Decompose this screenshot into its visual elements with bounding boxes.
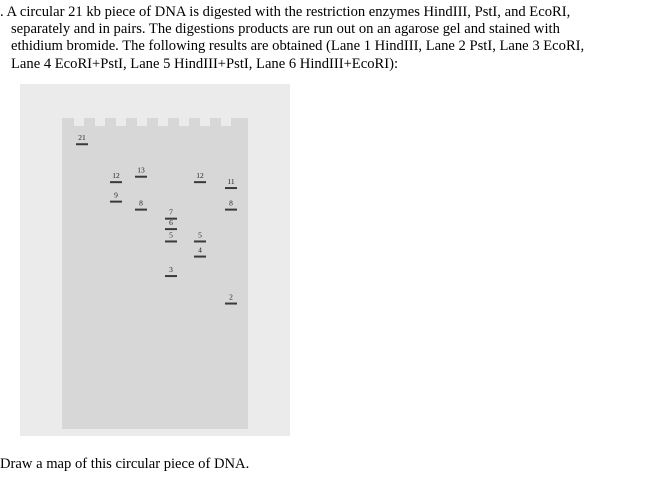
band-size-label: 5 <box>198 230 202 240</box>
gel-band <box>110 181 122 183</box>
gel-band <box>135 176 147 178</box>
gel-band <box>194 240 206 242</box>
band-size-label: 7 <box>169 207 173 217</box>
band-size-label: 21 <box>78 133 86 143</box>
agarose-gel <box>62 118 248 429</box>
gel-band <box>165 240 177 242</box>
band-size-label: 4 <box>198 245 202 255</box>
band-size-label: 12 <box>196 171 204 181</box>
band-size-label: 11 <box>227 177 235 187</box>
gel-band <box>76 143 88 145</box>
question-line: . A circular 21 kb piece of DNA is digested with the restriction enzymes HindIII, PstI, and EcoRI, <box>0 4 571 20</box>
band-size-label: 2 <box>229 292 233 302</box>
band-size-label: 8 <box>139 198 143 208</box>
instruction-text: Draw a map of this circular piece of DNA. <box>0 456 250 472</box>
question-line: ethidium bromide. The following results are obtained (Lane 1 HindIII, Lane 2 PstI, Lane 3 EcoRI, <box>11 38 585 55</box>
gel-band <box>225 209 237 211</box>
gel-electrophoresis-diagram <box>20 84 290 436</box>
gel-band <box>194 181 206 183</box>
band-size-label: 9 <box>114 190 118 200</box>
gel-band <box>225 303 237 305</box>
question-line: Lane 4 EcoRI+PstI, Lane 5 HindIII+PstI, Lane 6 HindIII+EcoRI): <box>11 55 398 72</box>
question-text <box>0 4 652 73</box>
gel-band <box>135 209 147 211</box>
band-size-label: 8 <box>229 198 233 208</box>
gel-band <box>110 201 122 203</box>
band-size-label: 6 <box>169 218 173 228</box>
gel-band <box>165 275 177 277</box>
gel-band <box>225 187 237 189</box>
question-line: separately and in pairs. The digestions products are run out on an agarose gel and stained with <box>11 21 560 38</box>
gel-figure <box>20 84 290 436</box>
band-size-label: 3 <box>169 265 173 275</box>
band-size-label: 13 <box>137 165 145 175</box>
gel-band <box>194 256 206 258</box>
band-size-label: 5 <box>169 230 173 240</box>
band-size-label: 12 <box>112 171 120 181</box>
